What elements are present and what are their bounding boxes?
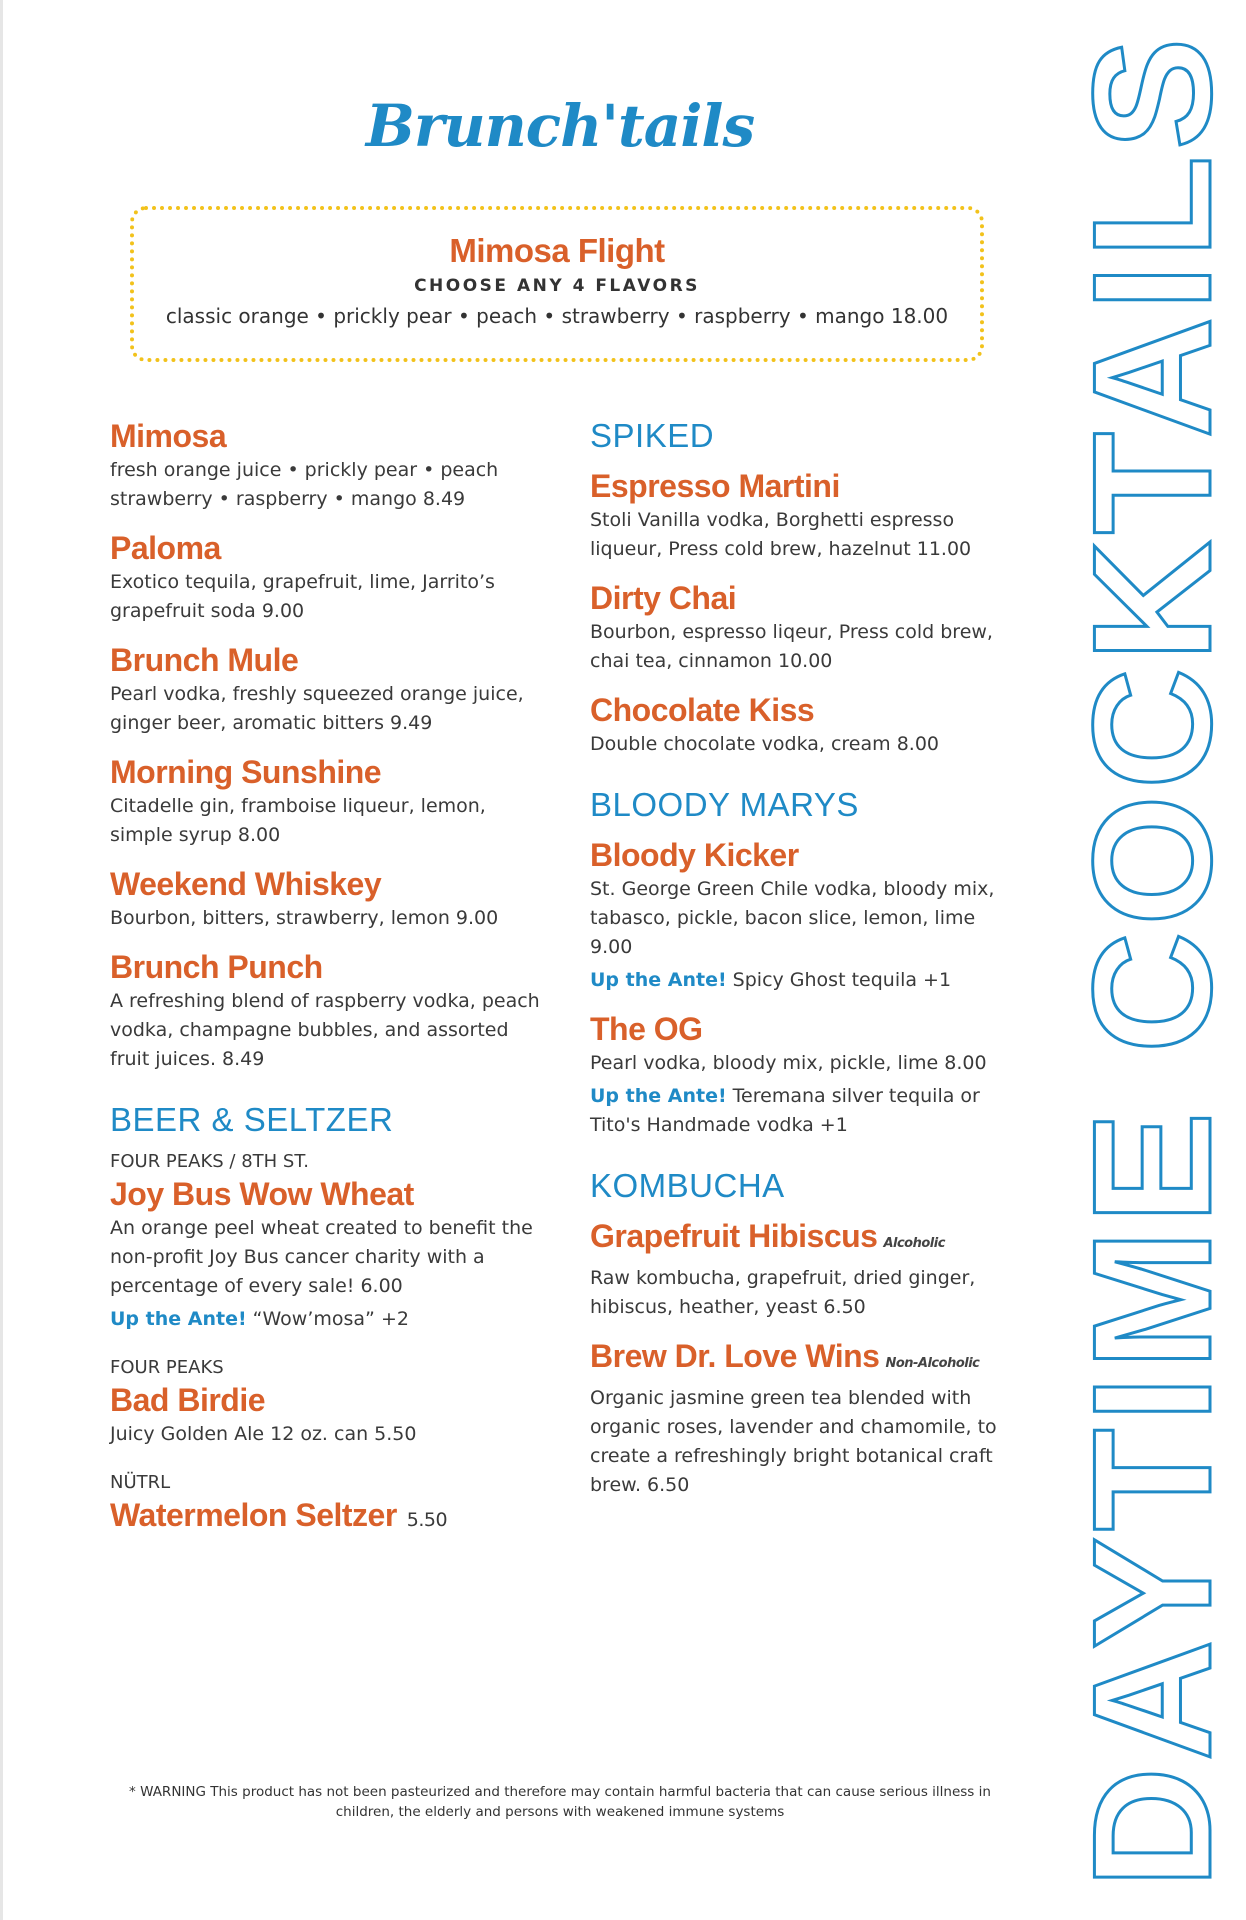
menu-item <box>590 835 1020 995</box>
item-name: Mimosa <box>110 418 227 454</box>
section-heading-spiked: SPIKED <box>590 417 715 454</box>
flight-subtitle: CHOOSE ANY 4 FLAVORS <box>414 276 700 296</box>
ante-text: Teremana silver tequila or Tito's Handmade vodka +1 <box>590 1085 980 1136</box>
item-desc: Organic jasmine green tea blended with organic roses, lavender and chamomile, to create a refreshingly bright botanical craft brew. 6.50 <box>590 1387 997 1496</box>
menu-title: Brunch'tails <box>365 92 755 160</box>
item-name: The OG <box>590 1011 703 1047</box>
ante-text: “Wow’mosa” +2 <box>246 1308 409 1330</box>
item-desc: Juicy Golden Ale 12 oz. can 5.50 <box>110 1423 417 1445</box>
right-column <box>590 416 1020 1514</box>
brewery-label: FOUR PEAKS <box>110 1357 224 1378</box>
page-edge <box>0 0 3 1920</box>
menu-item <box>590 1009 1020 1140</box>
item-desc: Raw kombucha, grapefruit, dried ginger, hibiscus, heather, yeast 6.50 <box>590 1267 976 1318</box>
item-tag: Alcoholic <box>883 1236 945 1251</box>
menu-item <box>590 1336 1020 1500</box>
menu-item <box>590 578 1020 676</box>
item-name: Brunch Mule <box>110 642 299 678</box>
ante-label: Up the Ante! <box>110 1308 247 1330</box>
up-the-ante <box>590 1082 1020 1140</box>
item-name: Dirty Chai <box>590 580 737 616</box>
item-name: Brew Dr. Love Wins <box>590 1338 880 1374</box>
item-name: Morning Sunshine <box>110 754 382 790</box>
item-name: Espresso Martini <box>590 468 840 504</box>
menu-item <box>110 1150 540 1334</box>
item-name: Bloody Kicker <box>590 837 799 873</box>
left-column <box>110 416 540 1554</box>
menu-item <box>110 947 540 1074</box>
up-the-ante <box>110 1305 540 1334</box>
flight-name: Mimosa Flight <box>449 232 665 269</box>
item-desc: Double chocolate vodka, cream 8.00 <box>590 733 939 755</box>
item-desc: St. George Green Chile vodka, bloody mix, tabasco, pickle, bacon slice, lemon, lime 9.00 <box>590 878 995 958</box>
health-warning: * WARNING This product has not been pasteurized and therefore may contain harmful bacteria that can cause serious illness in children, the elderly and persons with weakened immune systems <box>129 1784 991 1820</box>
item-name: Brunch Punch <box>110 949 323 985</box>
item-name: Paloma <box>110 530 221 566</box>
ante-label: Up the Ante! <box>590 1085 727 1107</box>
item-name: Joy Bus Wow Wheat <box>110 1176 414 1212</box>
menu-item <box>110 864 540 933</box>
flight-flavors: classic orange • prickly pear • peach • strawberry • raspberry • mango 18.00 <box>165 304 949 328</box>
item-name-with-tag <box>590 1216 1020 1264</box>
item-desc: Pearl vodka, freshly squeezed orange juice, ginger beer, aromatic bitters 9.49 <box>110 683 524 734</box>
item-desc: Exotico tequila, grapefruit, lime, Jarrito’s grapefruit soda 9.00 <box>110 571 495 622</box>
menu-item <box>590 690 1020 759</box>
item-price: 5.50 <box>406 1509 448 1531</box>
section-heading-bloody-marys: BLOODY MARYS <box>590 786 859 823</box>
item-desc: An orange peel wheat created to benefit the non-profit Joy Bus cancer charity with a percentage of every sale! 6.00 <box>110 1217 533 1297</box>
item-name-with-tag <box>590 1336 1020 1384</box>
menu-item <box>110 1471 540 1540</box>
item-desc: fresh orange juice • prickly pear • peach strawberry • raspberry • mango 8.49 <box>110 459 499 510</box>
item-desc: Bourbon, espresso liqeur, Press cold brew, chai tea, cinnamon 10.00 <box>590 621 993 672</box>
item-desc: Stoli Vanilla vodka, Borghetti espresso liqueur, Press cold brew, hazelnut 11.00 <box>590 509 972 560</box>
brewery-label: NÜTRL <box>110 1472 171 1493</box>
side-banner-text: DAYTIME COCKTAILS <box>1058 31 1246 1889</box>
item-name: Watermelon Seltzer <box>110 1497 397 1533</box>
section-heading-kombucha: KOMBUCHA <box>590 1167 785 1204</box>
menu-item <box>110 752 540 850</box>
item-name: Grapefruit Hibiscus <box>590 1218 878 1254</box>
menu-item <box>590 466 1020 564</box>
mimosa-flight-box <box>130 206 984 362</box>
item-name-with-price <box>110 1495 540 1540</box>
brewery-label: FOUR PEAKS / 8TH ST. <box>110 1151 309 1172</box>
side-banner <box>1058 0 1246 1920</box>
menu-item <box>590 1216 1020 1322</box>
item-desc: A refreshing blend of raspberry vodka, peach vodka, champagne bubbles, and assorted fruit juices. 8.49 <box>110 990 540 1070</box>
ante-text: Spicy Ghost tequila +1 <box>726 969 952 991</box>
item-tag: Non-Alcoholic <box>885 1356 980 1371</box>
item-name: Weekend Whiskey <box>110 866 382 902</box>
ante-label: Up the Ante! <box>590 969 727 991</box>
up-the-ante <box>590 966 1020 995</box>
menu-item <box>110 640 540 738</box>
item-name: Chocolate Kiss <box>590 692 815 728</box>
item-name: Bad Birdie <box>110 1382 266 1418</box>
item-desc: Pearl vodka, bloody mix, pickle, lime 8.00 <box>590 1052 987 1074</box>
menu-item <box>110 416 540 514</box>
menu-item <box>110 1356 540 1449</box>
section-heading-beer: BEER & SELTZER <box>110 1101 394 1138</box>
item-desc: Bourbon, bitters, strawberry, lemon 9.00 <box>110 907 499 929</box>
item-desc: Citadelle gin, framboise liqueur, lemon, simple syrup 8.00 <box>110 795 486 846</box>
menu-item <box>110 528 540 626</box>
